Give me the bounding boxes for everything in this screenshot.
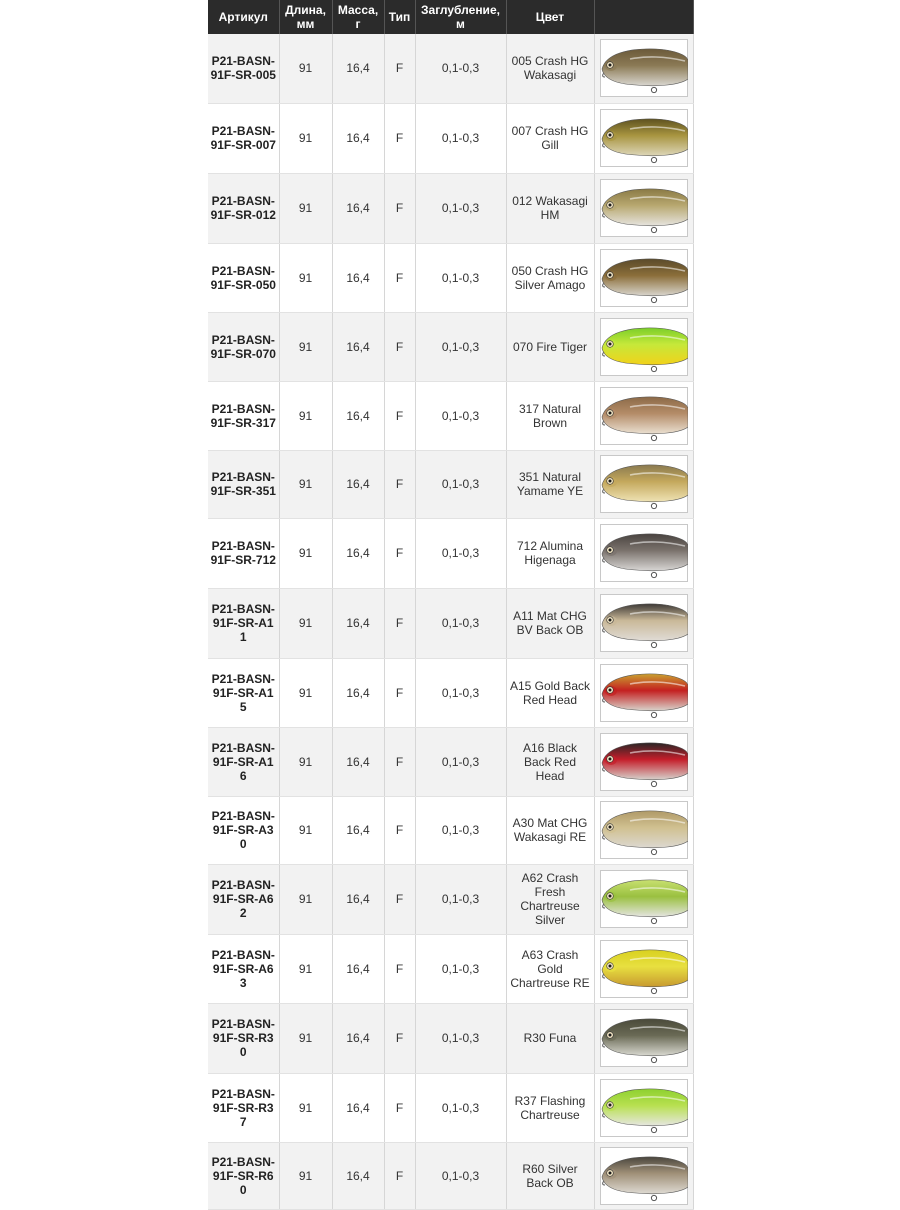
depth-cell: 0,1-0,3 <box>415 103 506 173</box>
weight-cell: 16,4 <box>332 103 384 173</box>
depth-cell: 0,1-0,3 <box>415 1073 506 1142</box>
color-name-cell: 007 Crash HG Gill <box>506 103 594 173</box>
color-name-cell: 050 Crash HG Silver Amago <box>506 243 594 312</box>
sku-cell: P21-BASN-91F-SR-R37 <box>208 1073 279 1142</box>
sku-cell: P21-BASN-91F-SR-070 <box>208 312 279 381</box>
length-cell: 91 <box>279 727 332 796</box>
weight-cell: 16,4 <box>332 864 384 934</box>
type-cell: F <box>384 34 415 103</box>
sku-cell: P21-BASN-91F-SR-A63 <box>208 934 279 1003</box>
color-name-cell: A11 Mat CHG BV Back OB <box>506 588 594 658</box>
length-cell: 91 <box>279 381 332 450</box>
lure-photo-cell <box>594 1073 693 1142</box>
sku-cell: P21-BASN-91F-SR-A15 <box>208 658 279 727</box>
table-row <box>208 658 693 727</box>
lure-image <box>600 733 688 791</box>
sku-cell: P21-BASN-91F-SR-012 <box>208 173 279 243</box>
table-row <box>208 727 693 796</box>
lure-image <box>600 1079 688 1137</box>
depth-cell: 0,1-0,3 <box>415 1003 506 1073</box>
sku-cell: P21-BASN-91F-SR-351 <box>208 450 279 518</box>
lure-photo-cell <box>594 658 693 727</box>
length-cell: 91 <box>279 34 332 103</box>
sku-cell: P21-BASN-91F-SR-A30 <box>208 796 279 864</box>
table-row <box>208 173 693 243</box>
weight-cell: 16,4 <box>332 796 384 864</box>
depth-cell: 0,1-0,3 <box>415 518 506 588</box>
lure-image <box>600 524 688 582</box>
type-cell: F <box>384 1003 415 1073</box>
length-cell: 91 <box>279 103 332 173</box>
color-name-cell: R37 Flashing Chartreuse <box>506 1073 594 1142</box>
depth-cell: 0,1-0,3 <box>415 864 506 934</box>
length-cell: 91 <box>279 1073 332 1142</box>
color-name-cell: A16 Black Back Red Head <box>506 727 594 796</box>
depth-cell: 0,1-0,3 <box>415 1142 506 1209</box>
type-cell: F <box>384 727 415 796</box>
length-cell: 91 <box>279 796 332 864</box>
lure-photo-cell <box>594 103 693 173</box>
lure-photo-cell <box>594 518 693 588</box>
lure-image <box>600 179 688 237</box>
color-name-cell: 005 Crash HG Wakasagi <box>506 34 594 103</box>
color-name-cell: A30 Mat CHG Wakasagi RE <box>506 796 594 864</box>
type-cell: F <box>384 796 415 864</box>
table-row <box>208 796 693 864</box>
lure-image <box>600 594 688 652</box>
header-row <box>208 0 693 34</box>
depth-cell: 0,1-0,3 <box>415 588 506 658</box>
lure-image <box>600 109 688 167</box>
lure-image <box>600 387 688 445</box>
table-row <box>208 934 693 1003</box>
color-name-cell: 351 Natural Yamame YE <box>506 450 594 518</box>
table-row <box>208 864 693 934</box>
weight-cell: 16,4 <box>332 381 384 450</box>
lure-photo-cell <box>594 34 693 103</box>
depth-cell: 0,1-0,3 <box>415 934 506 1003</box>
weight-cell: 16,4 <box>332 1003 384 1073</box>
table-row <box>208 518 693 588</box>
lure-photo-cell <box>594 864 693 934</box>
depth-cell: 0,1-0,3 <box>415 796 506 864</box>
color-name-cell: A63 Crash Gold Chartreuse RE <box>506 934 594 1003</box>
header-length: Длина, мм <box>279 0 332 34</box>
color-name-cell: A15 Gold Back Red Head <box>506 658 594 727</box>
weight-cell: 16,4 <box>332 518 384 588</box>
header-color: Цвет <box>506 0 594 34</box>
type-cell: F <box>384 1073 415 1142</box>
lure-image <box>600 318 688 376</box>
header-weight: Масса, г <box>332 0 384 34</box>
type-cell: F <box>384 450 415 518</box>
depth-cell: 0,1-0,3 <box>415 381 506 450</box>
weight-cell: 16,4 <box>332 312 384 381</box>
header-sku: Артикул <box>208 0 279 34</box>
sku-cell: P21-BASN-91F-SR-R60 <box>208 1142 279 1209</box>
table-row <box>208 1073 693 1142</box>
type-cell: F <box>384 934 415 1003</box>
type-cell: F <box>384 381 415 450</box>
weight-cell: 16,4 <box>332 727 384 796</box>
sku-cell: P21-BASN-91F-SR-007 <box>208 103 279 173</box>
sku-cell: P21-BASN-91F-SR-A62 <box>208 864 279 934</box>
depth-cell: 0,1-0,3 <box>415 312 506 381</box>
length-cell: 91 <box>279 450 332 518</box>
table-row <box>208 34 693 103</box>
weight-cell: 16,4 <box>332 934 384 1003</box>
type-cell: F <box>384 588 415 658</box>
sku-cell: P21-BASN-91F-SR-A16 <box>208 727 279 796</box>
table-row <box>208 312 693 381</box>
lure-photo-cell <box>594 173 693 243</box>
length-cell: 91 <box>279 312 332 381</box>
type-cell: F <box>384 1142 415 1209</box>
spec-table <box>208 0 694 1210</box>
table-row <box>208 450 693 518</box>
weight-cell: 16,4 <box>332 658 384 727</box>
color-name-cell: 712 Alumina Higenaga <box>506 518 594 588</box>
depth-cell: 0,1-0,3 <box>415 243 506 312</box>
lure-image <box>600 1147 688 1205</box>
weight-cell: 16,4 <box>332 1142 384 1209</box>
table-row <box>208 588 693 658</box>
length-cell: 91 <box>279 1142 332 1209</box>
lure-photo-cell <box>594 450 693 518</box>
header-depth: Заглубление, м <box>415 0 506 34</box>
table-row <box>208 1003 693 1073</box>
length-cell: 91 <box>279 658 332 727</box>
lure-image <box>600 664 688 722</box>
length-cell: 91 <box>279 864 332 934</box>
sku-cell: P21-BASN-91F-SR-712 <box>208 518 279 588</box>
color-name-cell: R60 Silver Back OB <box>506 1142 594 1209</box>
header-type: Тип <box>384 0 415 34</box>
length-cell: 91 <box>279 243 332 312</box>
length-cell: 91 <box>279 173 332 243</box>
depth-cell: 0,1-0,3 <box>415 658 506 727</box>
depth-cell: 0,1-0,3 <box>415 173 506 243</box>
lure-photo-cell <box>594 1142 693 1209</box>
lure-image <box>600 801 688 859</box>
sku-cell: P21-BASN-91F-SR-005 <box>208 34 279 103</box>
color-name-cell: 070 Fire Tiger <box>506 312 594 381</box>
weight-cell: 16,4 <box>332 34 384 103</box>
lure-photo-cell <box>594 381 693 450</box>
type-cell: F <box>384 243 415 312</box>
sku-cell: P21-BASN-91F-SR-A11 <box>208 588 279 658</box>
weight-cell: 16,4 <box>332 173 384 243</box>
length-cell: 91 <box>279 1003 332 1073</box>
lure-image <box>600 940 688 998</box>
lure-photo-cell <box>594 1003 693 1073</box>
color-name-cell: R30 Funa <box>506 1003 594 1073</box>
color-name-cell: 317 Natural Brown <box>506 381 594 450</box>
lure-photo-cell <box>594 727 693 796</box>
depth-cell: 0,1-0,3 <box>415 727 506 796</box>
weight-cell: 16,4 <box>332 1073 384 1142</box>
lure-image <box>600 870 688 928</box>
lure-image <box>600 1009 688 1067</box>
color-name-cell: A62 Crash Fresh Chartreuse Silver <box>506 864 594 934</box>
table-row <box>208 1142 693 1209</box>
length-cell: 91 <box>279 588 332 658</box>
depth-cell: 0,1-0,3 <box>415 34 506 103</box>
lure-photo-cell <box>594 588 693 658</box>
color-name-cell: 012 Wakasagi HM <box>506 173 594 243</box>
lure-photo-cell <box>594 796 693 864</box>
sku-cell: P21-BASN-91F-SR-R30 <box>208 1003 279 1073</box>
table-row <box>208 243 693 312</box>
table-row <box>208 381 693 450</box>
type-cell: F <box>384 103 415 173</box>
weight-cell: 16,4 <box>332 450 384 518</box>
lure-image <box>600 455 688 513</box>
type-cell: F <box>384 173 415 243</box>
type-cell: F <box>384 864 415 934</box>
type-cell: F <box>384 658 415 727</box>
lure-photo-cell <box>594 243 693 312</box>
lure-image <box>600 249 688 307</box>
type-cell: F <box>384 518 415 588</box>
weight-cell: 16,4 <box>332 588 384 658</box>
length-cell: 91 <box>279 934 332 1003</box>
sku-cell: P21-BASN-91F-SR-317 <box>208 381 279 450</box>
header-photo <box>594 0 693 34</box>
sku-cell: P21-BASN-91F-SR-050 <box>208 243 279 312</box>
length-cell: 91 <box>279 518 332 588</box>
lure-photo-cell <box>594 934 693 1003</box>
weight-cell: 16,4 <box>332 243 384 312</box>
lure-photo-cell <box>594 312 693 381</box>
table-row <box>208 103 693 173</box>
lure-image <box>600 39 688 97</box>
depth-cell: 0,1-0,3 <box>415 450 506 518</box>
type-cell: F <box>384 312 415 381</box>
